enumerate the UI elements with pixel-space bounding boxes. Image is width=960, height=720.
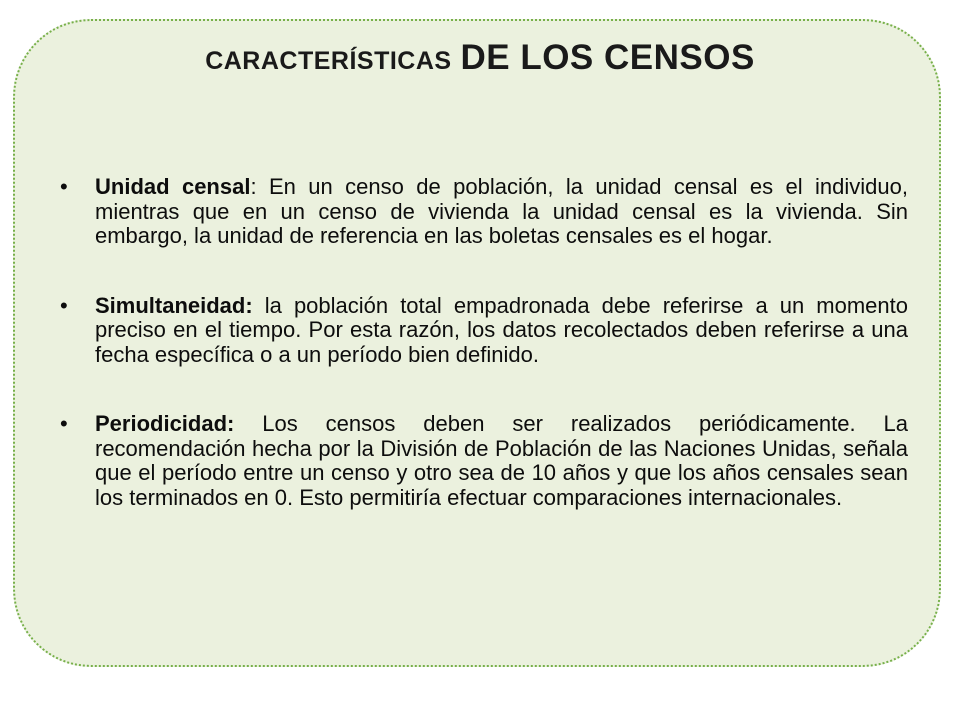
bullet-icon: • — [60, 411, 68, 436]
bullet-text: En un censo de población, la unidad censal es el individuo, mientras que en un censo de vivienda la unidad censal es la vivienda. Sin embargo, la unidad de referencia en las boletas censales es el hogar. — [95, 174, 908, 248]
bullet-item-unidad-censal — [60, 175, 908, 249]
slide-title — [0, 38, 960, 78]
bullet-term: Periodicidad: — [95, 411, 235, 436]
bullet-icon: • — [60, 174, 68, 199]
bullet-list — [60, 175, 908, 555]
bullet-term: Unidad censal — [95, 174, 251, 199]
title-part-1: CARACTERÍSTICAS — [205, 47, 452, 75]
bullet-text: la población total empadronada debe referirse a un momento preciso en el tiempo. Por esta razón, los datos recolectados deben referirse a una fecha específica o a un período bien definido. — [95, 292, 908, 367]
title-part-2: DE LOS CENSOS — [460, 38, 755, 77]
bullet-icon: • — [60, 292, 68, 318]
bullet-text: Los censos deben ser realizados periódicamente. La recomendación hecha por la División de Población de las Naciones Unidas, señala que el período entre un censo y otro sea de 10 años y que los años censales sean los terminados en 0. Esto permitiría efectuar comparaciones internacionales. — [95, 411, 908, 510]
bullet-term: Simultaneidad: — [95, 292, 253, 318]
bullet-item-simultaneidad — [60, 294, 908, 368]
bullet-item-periodicidad — [60, 412, 908, 510]
bullet-separator: : — [250, 174, 257, 199]
